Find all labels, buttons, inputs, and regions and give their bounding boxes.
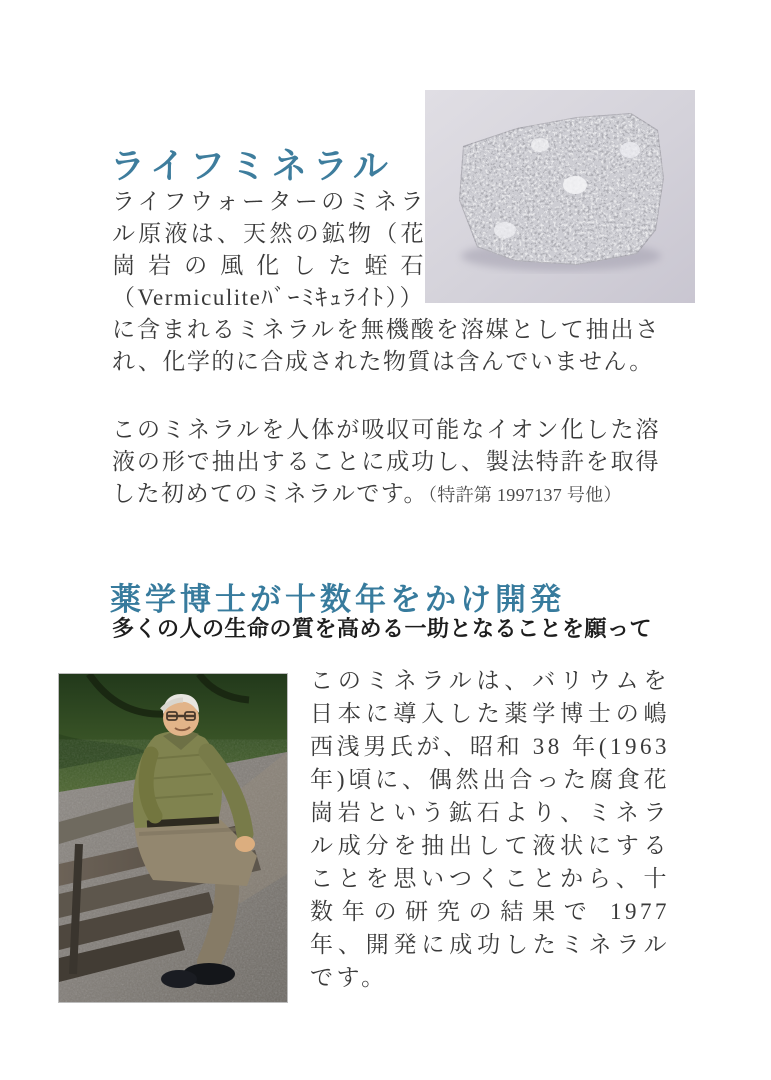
development-paragraph: このミネラルは、バリウムを日本に導入した薬学博士の嶋西浅男氏が、昭和 38 年(1963 年)頃に、偶然出合った腐食花崗岩という鉱石より、ミネラル成分を抽出して液状にすることを思いつくことから、十数年の研究の結果で 1977 年、開発に成功したミネラルです。	[310, 668, 670, 990]
shoe-2	[161, 970, 197, 988]
page-title: ライフミネラル	[110, 147, 394, 187]
patent-note: （特許第 1997137 号他）	[427, 485, 622, 505]
intro-paragraph-2	[112, 414, 660, 511]
development-subheading: 多くの人の生命の質を高める一助となることを願って	[112, 616, 653, 641]
image-wrap-spacer	[425, 186, 660, 314]
intro-paragraph-1	[112, 186, 660, 378]
hand	[235, 836, 255, 852]
intro-paragraph-2-text: このミネラルを人体が吸収可能なイオン化した溶液の形で抽出することに成功し、製法特許を取得した初めてのミネラルです。	[112, 417, 660, 506]
portrait-illustration	[59, 674, 287, 1002]
development-section-heading: 薬学博士が十数年をかけ開発	[110, 581, 565, 617]
pharmacist-portrait-photo	[58, 673, 288, 1003]
intro-paragraph-1-text: ライフウォーターのミネラル原液は、天然の鉱物（花崗岩の風化した蛭石（Vermiculiteﾊﾞｰﾐｷｭﾗｲﾄ））に含まれるミネラルを無機酸を溶媒として抽出され、化学的に合成された物質は含んでいません。	[112, 189, 660, 374]
